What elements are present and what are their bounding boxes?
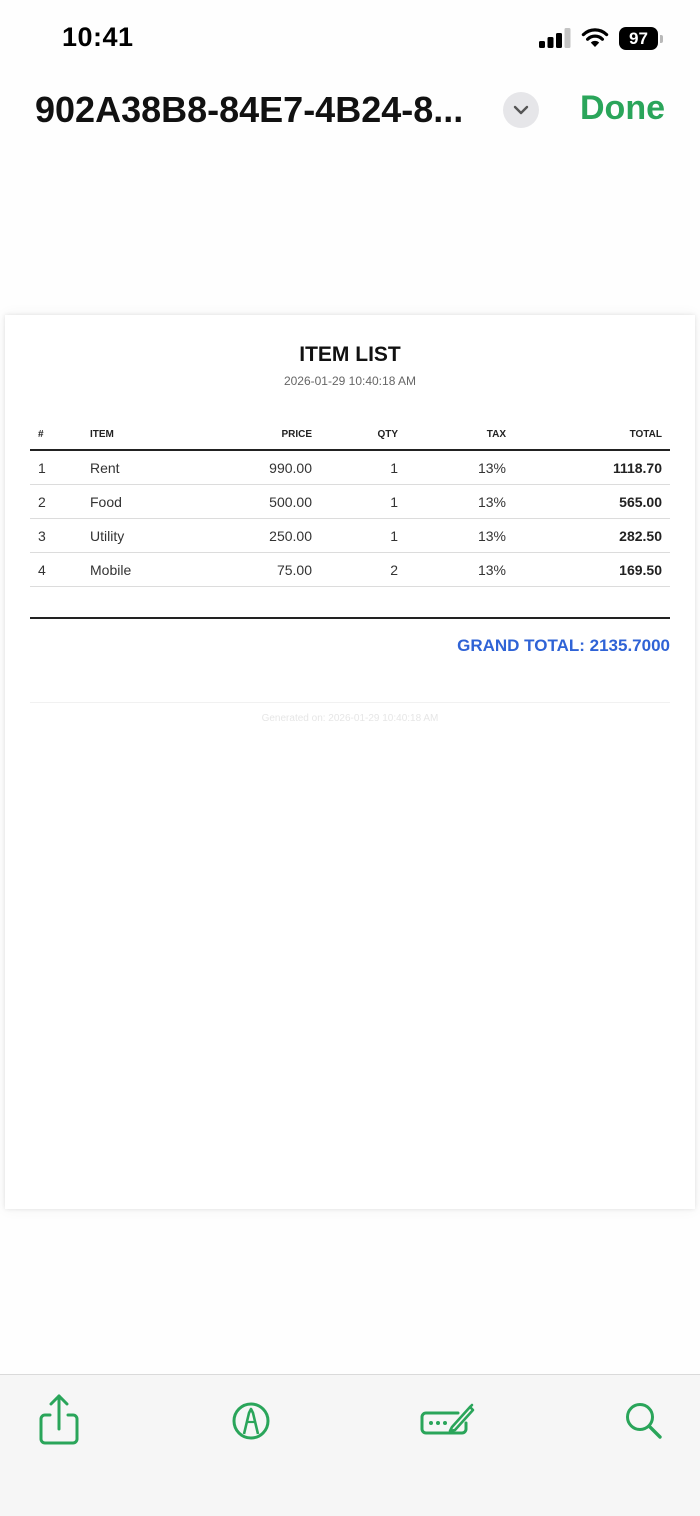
cell-tax: 13% [406, 450, 514, 485]
page-title: ITEM LIST [299, 343, 401, 366]
search-button[interactable] [614, 1389, 674, 1449]
items-table [30, 419, 670, 587]
column-header-qty: QTY [320, 419, 406, 450]
cell-num: 1 [30, 450, 68, 485]
column-header-price: PRICE [194, 419, 320, 450]
title-menu-button[interactable] [503, 92, 539, 128]
column-header-total: TOTAL [514, 419, 670, 450]
column-header-tax: TAX [406, 419, 514, 450]
search-icon [614, 1389, 674, 1449]
cell-price: 250.00 [194, 519, 320, 553]
cell-item: Rent [68, 450, 194, 485]
table-row [30, 485, 670, 519]
done-button[interactable]: Done [580, 89, 665, 127]
cell-price: 990.00 [194, 450, 320, 485]
document-title[interactable]: 902A38B8-84E7-4B24-8... [35, 89, 464, 130]
footer-divider [30, 702, 670, 703]
form-fill-button[interactable] [418, 1389, 478, 1449]
table-row [30, 519, 670, 553]
cell-qty: 1 [320, 519, 406, 553]
status-bar [0, 0, 700, 78]
cell-price: 75.00 [194, 553, 320, 587]
battery-indicator [619, 27, 664, 50]
status-time: 10:41 [62, 22, 134, 52]
column-header-item: ITEM [68, 419, 194, 450]
cell-tax: 13% [406, 519, 514, 553]
markup-icon [221, 1389, 281, 1449]
cell-total: 282.50 [514, 519, 670, 553]
cell-total: 565.00 [514, 485, 670, 519]
markup-button[interactable] [221, 1389, 281, 1449]
wifi-icon [581, 26, 609, 48]
cell-num: 3 [30, 519, 68, 553]
cell-total: 169.50 [514, 553, 670, 587]
cell-tax: 13% [406, 485, 514, 519]
battery-cap [660, 35, 663, 43]
share-button[interactable] [29, 1389, 89, 1449]
cell-tax: 13% [406, 553, 514, 587]
bottom-toolbar [0, 1374, 700, 1516]
document-page[interactable] [5, 315, 695, 1209]
cell-num: 2 [30, 485, 68, 519]
cell-qty: 2 [320, 553, 406, 587]
cell-num: 4 [30, 553, 68, 587]
share-icon [29, 1389, 89, 1449]
battery-level: 97 [619, 27, 658, 50]
table-row [30, 553, 670, 587]
cell-qty: 1 [320, 485, 406, 519]
generated-on-footer: Generated on: 2026-01-29 10:40:18 AM [261, 713, 439, 724]
table-row [30, 450, 670, 485]
cell-item: Utility [68, 519, 194, 553]
table-header-row [30, 419, 670, 450]
cell-qty: 1 [320, 450, 406, 485]
cell-price: 500.00 [194, 485, 320, 519]
column-header-num: # [30, 419, 68, 450]
cell-item: Food [68, 485, 194, 519]
chevron-down-icon [513, 104, 529, 116]
cell-item: Mobile [68, 553, 194, 587]
form-fill-icon [418, 1389, 478, 1449]
navigation-bar [0, 80, 700, 142]
cellular-signal-icon [539, 28, 571, 48]
grand-total: GRAND TOTAL: 2135.7000 [457, 636, 670, 655]
totals-divider [30, 617, 670, 619]
cell-total: 1118.70 [514, 450, 670, 485]
page-date: 2026-01-29 10:40:18 AM [283, 374, 417, 388]
